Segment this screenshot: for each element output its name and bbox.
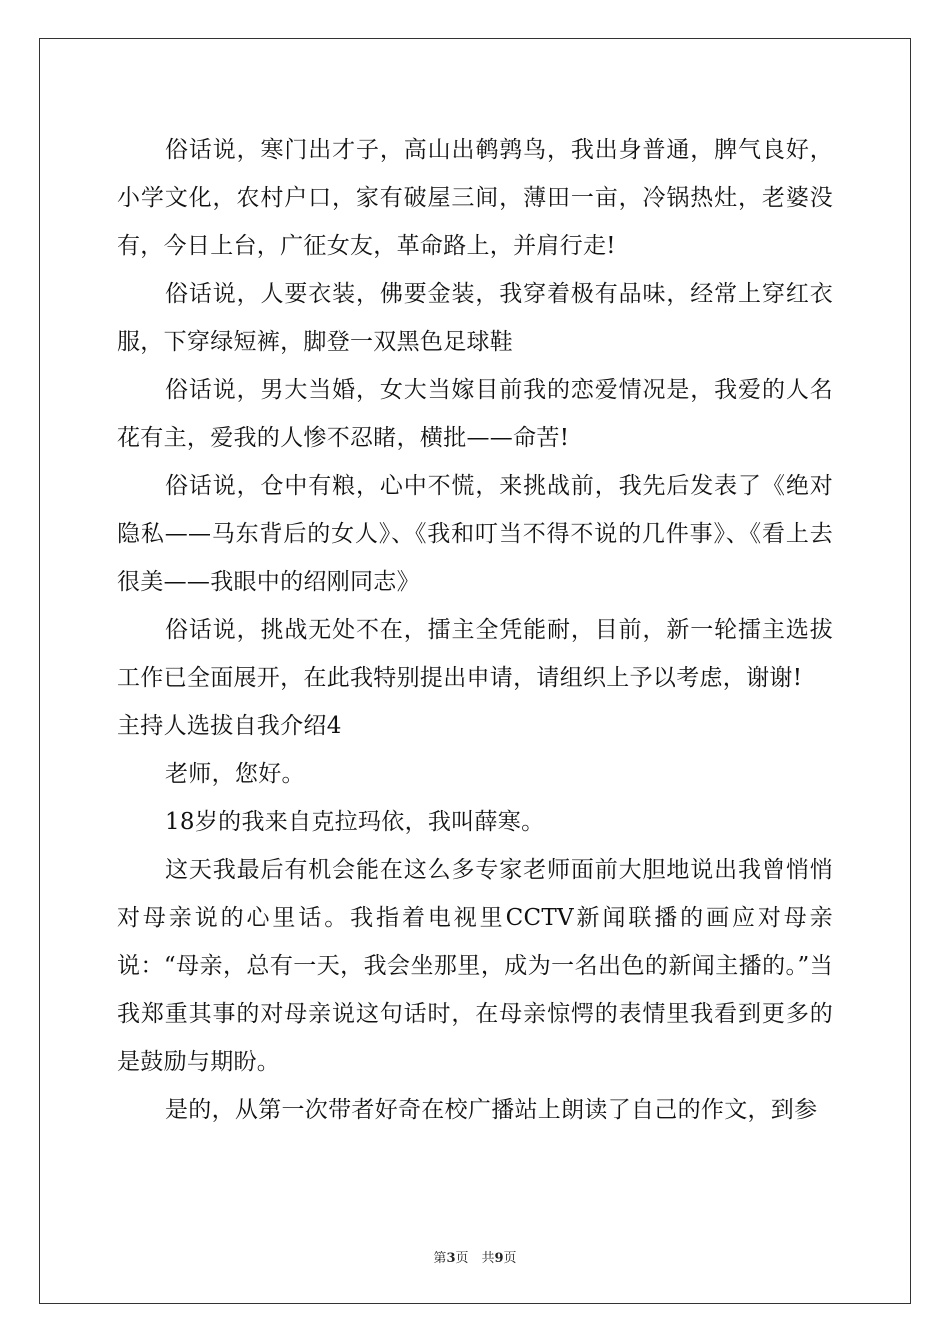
paragraph-7: 18岁的我来自克拉玛依，我叫薛寒。	[165, 809, 545, 835]
footer-suffix: 页	[503, 1251, 517, 1266]
footer-prefix: 第	[433, 1251, 447, 1266]
footer-page-number: 3	[446, 1251, 456, 1266]
paragraph-2: 俗话说，人要衣装，佛要金装，我穿着极有品味，经常上穿红衣服，下穿绿短裤，脚登一双黑色足球鞋	[117, 281, 833, 355]
paragraph-4: 俗话说，仓中有粮，心中不慌，来挑战前，我先后发表了《绝对隐私——马东背后的女人》、《我和叮当不得不说的几件事》、《看上去很美——我眼中的绍刚同志》	[117, 473, 833, 595]
paragraph-6: 老师，您好。	[165, 761, 305, 787]
section-heading: 主持人选拔自我介绍4	[117, 713, 342, 739]
paragraph-1: 俗话说，寒门出才子，高山出鹌鹑鸟，我出身普通，脾气良好，小学文化，农村户口，家有破屋三间，薄田一亩，冷锅热灶，老婆没有，今日上台，广征女友，革命路上，并肩行走!	[117, 137, 833, 259]
footer-total-pages: 9	[494, 1251, 504, 1266]
page-footer	[0, 1247, 950, 1266]
paragraph-5: 俗话说，挑战无处不在，擂主全凭能耐，目前，新一轮擂主选拔工作已全面展开，在此我特别提出申请，请组织上予以考虑，谢谢!	[117, 617, 833, 691]
paragraph-9: 是的，从第一次带者好奇在校广播站上朗读了自己的作文，到参	[165, 1097, 818, 1123]
paragraph-3: 俗话说，男大当婚，女大当嫁目前我的恋爱情况是，我爱的人名花有主，爱我的人惨不忍睹，横批——命苦!	[117, 377, 833, 451]
paragraph-8: 这天我最后有机会能在这么多专家老师面前大胆地说出我曾悄悄对母亲说的心里话。我指着电视里CCTV新闻联播的画应对母亲说：“母亲，总有一天，我会坐那里，成为一名出色的新闻主播的。”当我郑重其事的对母亲说这句话时，在母亲惊愕的表情里我看到更多的是鼓励与期盼。	[117, 857, 833, 1075]
footer-mid: 页 共	[455, 1251, 495, 1266]
document-body	[117, 126, 833, 1134]
